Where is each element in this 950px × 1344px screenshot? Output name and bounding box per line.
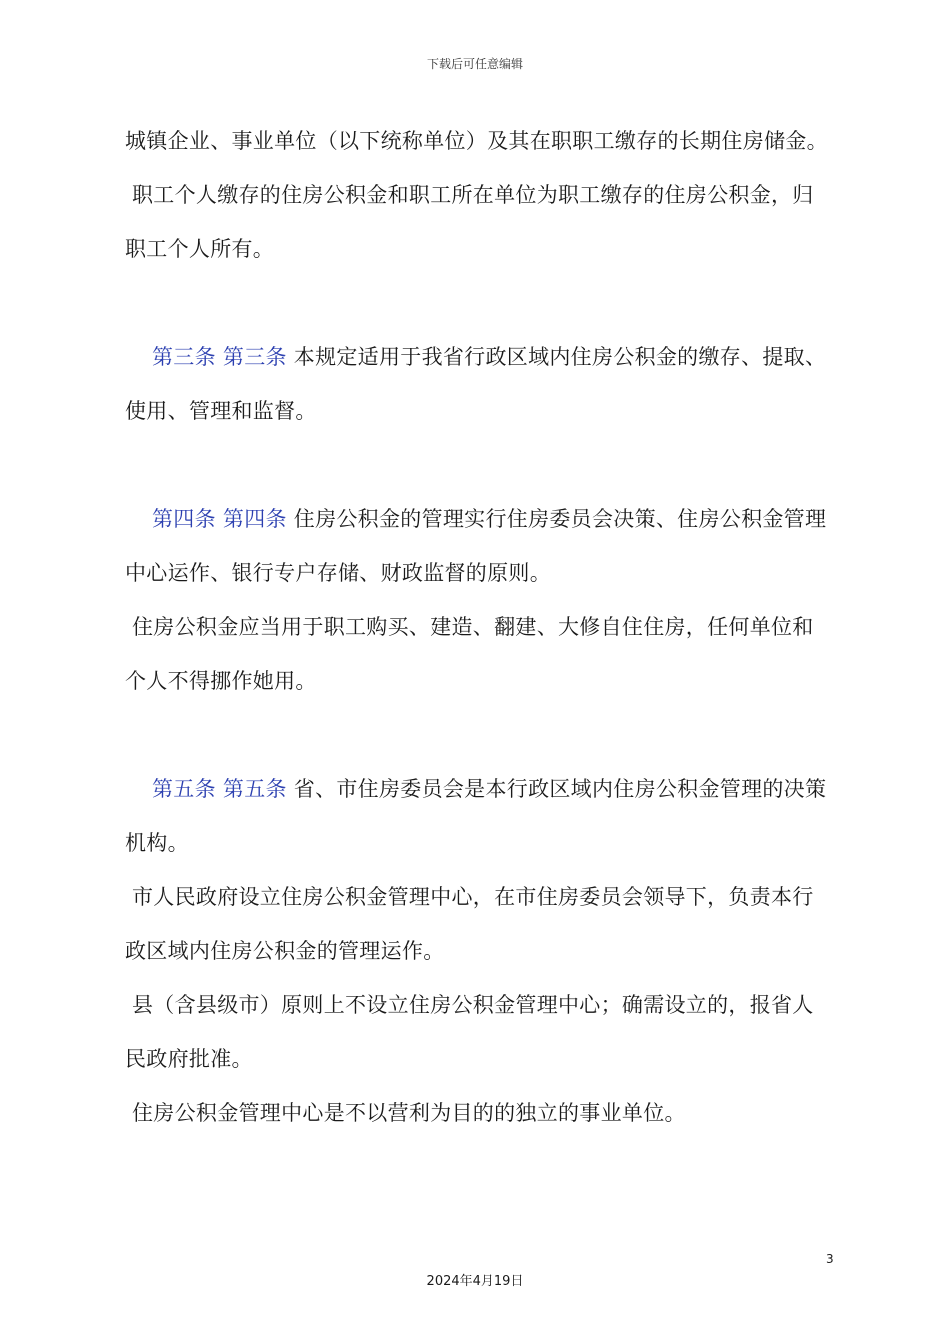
article-3-text: 本规定适用于我省行政区域内住房公积金的缴存、提取、使用、管理和监督。 bbox=[125, 345, 827, 423]
paragraph-gap bbox=[125, 438, 830, 492]
article-3-label: 第三条 bbox=[152, 345, 216, 369]
article-5-paragraph-3: 县（含县级市）原则上不设立住房公积金管理中心；确需设立的，报省人民政府批准。 bbox=[125, 993, 814, 1071]
article-4-label: 第四条 bbox=[152, 507, 216, 531]
article-5 bbox=[125, 762, 830, 870]
article-4-label-repeat: 第四条 bbox=[222, 507, 287, 531]
article-5-text: 省、市住房委员会是本行政区域内住房公积金管理的决策机构。 bbox=[125, 777, 827, 855]
page-number: 3 bbox=[826, 1252, 834, 1266]
paragraph-ownership: 职工个人缴存的住房公积金和职工所在单位为职工缴存的住房公积金，归职工个人所有。 bbox=[125, 183, 814, 261]
article-5-paragraph-4: 住房公积金管理中心是不以营利为目的的独立的事业单位。 bbox=[132, 1101, 686, 1125]
document-body bbox=[125, 114, 830, 1140]
article-4-paragraph-2: 住房公积金应当用于职工购买、建造、翻建、大修自住住房，任何单位和个人不得挪作她用。 bbox=[125, 615, 814, 693]
article-3-label-repeat: 第三条 bbox=[222, 345, 287, 369]
page-footer-date: 2024年4月19日 bbox=[426, 1274, 524, 1289]
article-5-label: 第五条 bbox=[152, 777, 216, 801]
article-4-text: 住房公积金的管理实行住房委员会决策、住房公积金管理中心运作、银行专户存储、财政监督的原则。 bbox=[125, 507, 827, 585]
paragraph-gap bbox=[125, 276, 830, 330]
article-5-paragraph-2: 市人民政府设立住房公积金管理中心，在市住房委员会领导下，负责本行政区域内住房公积金的管理运作。 bbox=[125, 885, 814, 963]
page-header: 下载后可任意编辑 bbox=[426, 57, 523, 71]
article-5-label-repeat: 第五条 bbox=[222, 777, 287, 801]
paragraph-gap bbox=[125, 708, 830, 762]
article-4 bbox=[125, 492, 830, 600]
paragraph-continuation: 城镇企业、事业单位（以下统称单位）及其在职职工缴存的长期住房储金。 bbox=[125, 129, 828, 153]
article-3 bbox=[125, 330, 830, 438]
